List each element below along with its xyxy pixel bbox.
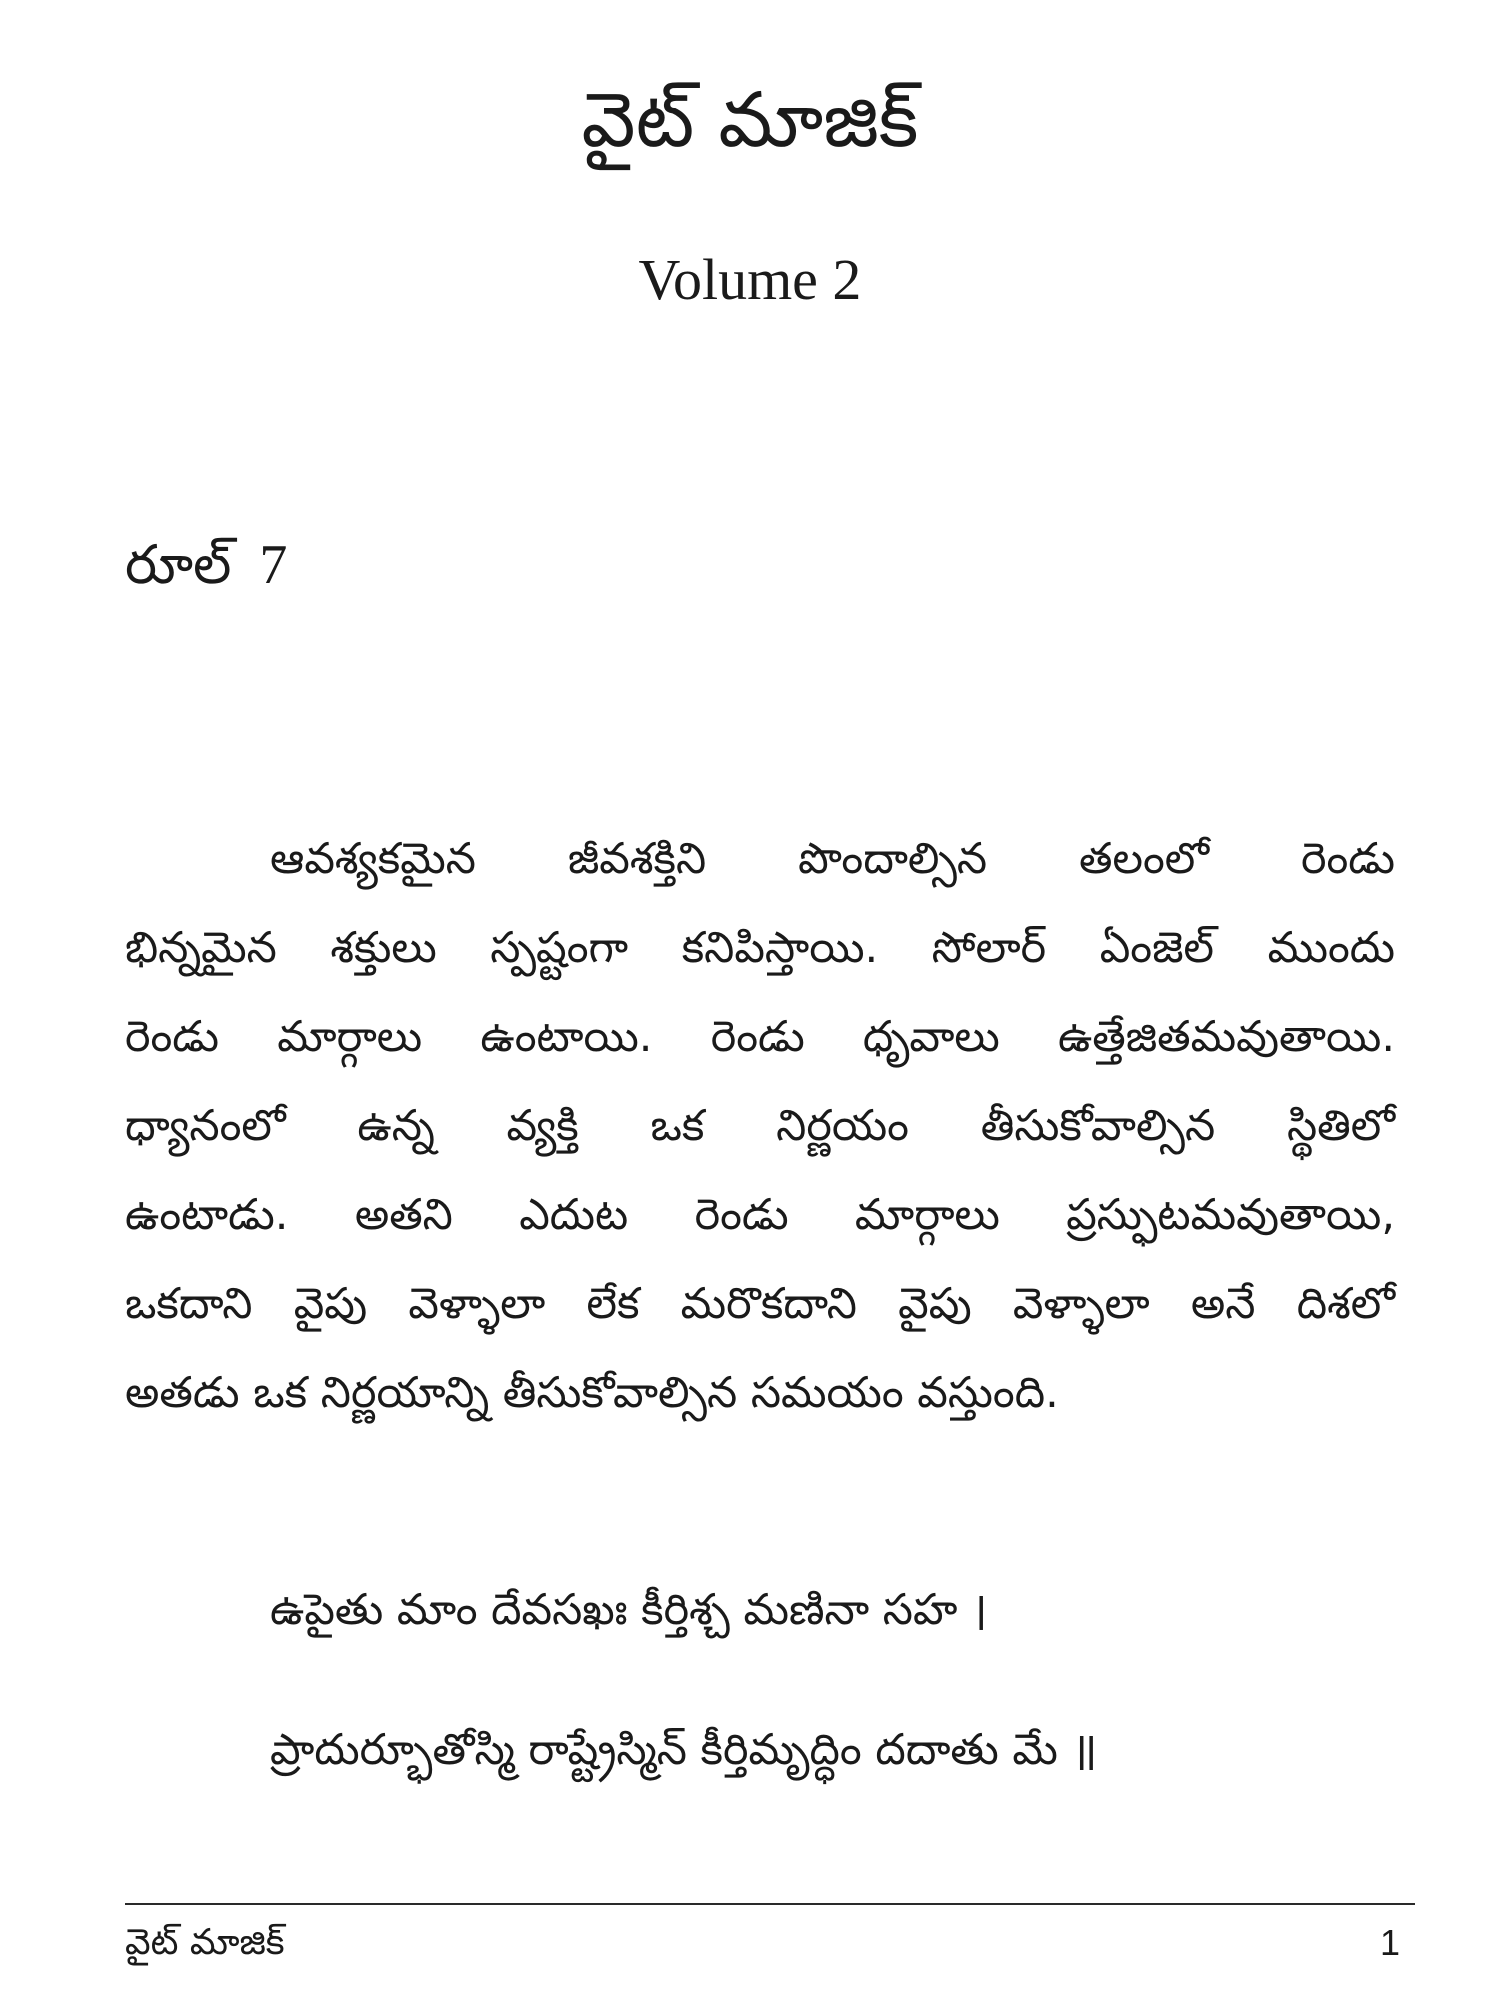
rule-number: 7 xyxy=(259,534,288,596)
rule-heading xyxy=(125,525,287,605)
paragraph-line: రెండు మార్గాలు ఉంటాయి. రెండు ధృవాలు ఉత్తేజితమవుతాయి. xyxy=(125,1012,1395,1062)
paragraph-line: ఉంటాడు. అతని ఎదుట రెండు మార్గాలు ప్రస్ఫుటమవుతాయి, xyxy=(125,1190,1395,1240)
page-number: 1 xyxy=(1380,1922,1401,1963)
paragraph-line: ఒకదాని వైపు వెళ్ళాలా లేక మరొకదాని వైపు వెళ్ళాలా అనే దిశలో xyxy=(125,1279,1395,1329)
footer-book-title: వైట్ మాజిక్ xyxy=(125,1922,285,1963)
paragraph-line: భిన్నమైన శక్తులు స్పష్టంగా కనిపిస్తాయి. సోలార్ ఏంజెల్ ముందు xyxy=(125,923,1395,973)
rule-label: రూల్ xyxy=(125,533,232,596)
verse-line-1: ఉపైతు మాం దేవసఖః కీర్తిశ్చ మణినా సహ । xyxy=(270,1585,988,1635)
paragraph-line: అతడు ఒక నిర్ణయాన్ని తీసుకోవాల్సిన సమయం వస్తుంది. xyxy=(125,1368,1059,1418)
footer-divider xyxy=(125,1903,1415,1905)
paragraph-line: ధ్యానంలో ఉన్న వ్యక్తి ఒక నిర్ణయం తీసుకోవాల్సిన స్థితిలో xyxy=(125,1101,1395,1151)
body-paragraph xyxy=(125,815,1395,1438)
paragraph-line: ఆవశ్యకమైన జీవశక్తిని పొందాల్సిన తలంలో రెండు xyxy=(270,834,1395,884)
verse-line-2: ప్రాదుర్భూతోస్మి రాష్ట్రేస్మిన్ కీర్తిమృద్ధిం దదాతు మే ॥ xyxy=(270,1725,1098,1775)
volume-label: Volume 2 xyxy=(638,247,862,312)
book-title: వైట్ మాజిక్ xyxy=(581,75,919,164)
